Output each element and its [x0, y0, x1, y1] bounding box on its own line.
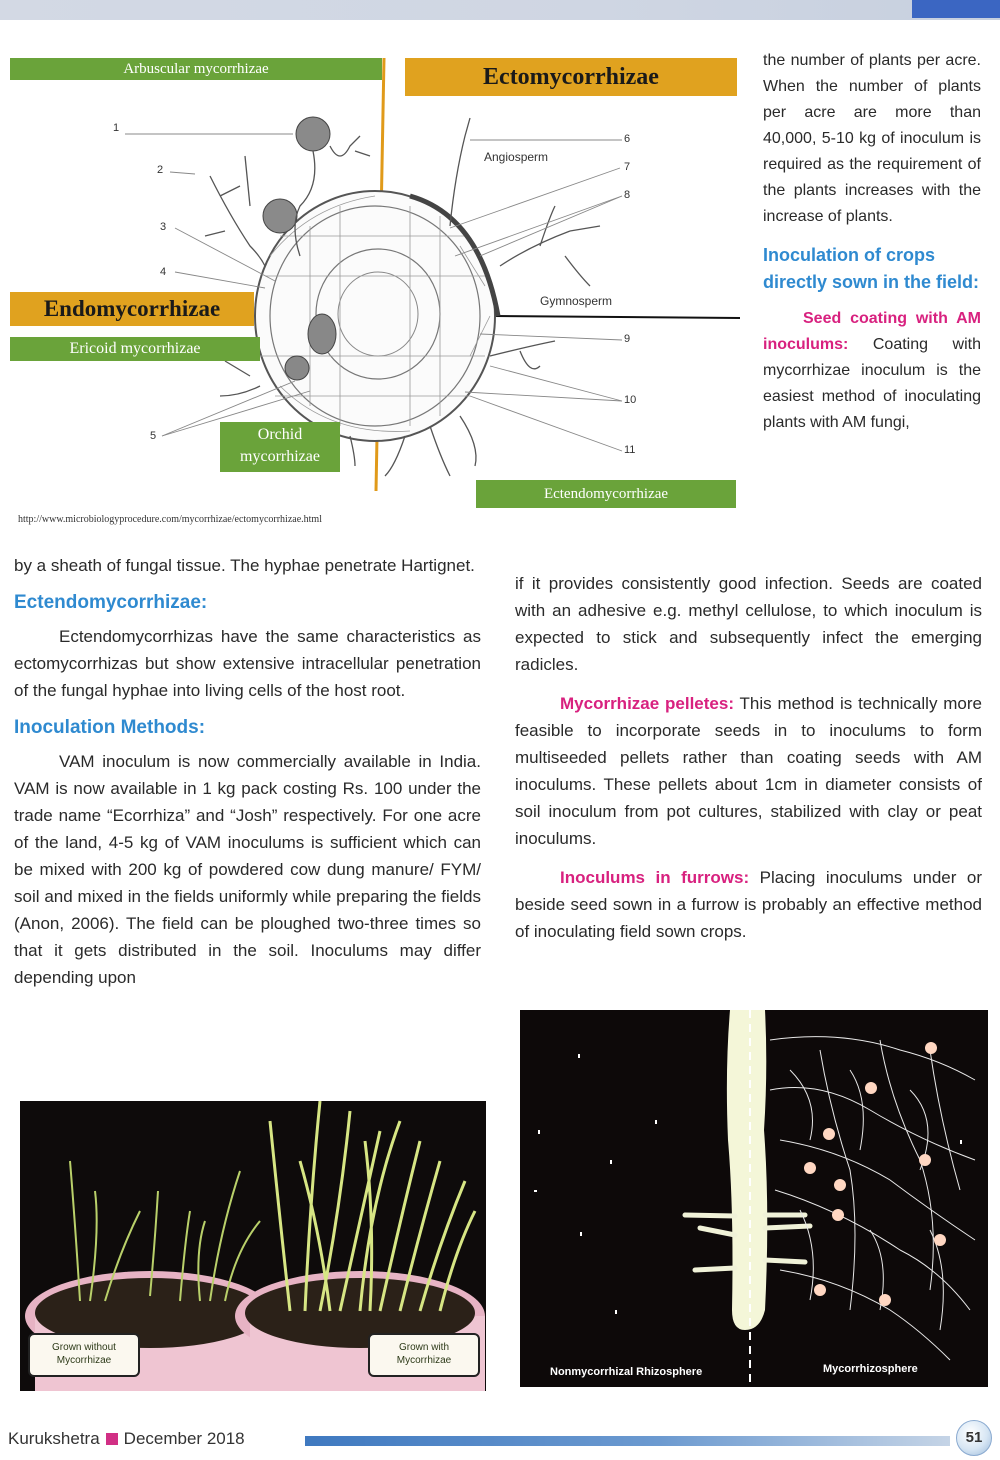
caption-with-mycorrhizae [368, 1333, 480, 1377]
top-banner [0, 0, 1000, 20]
photo-rhizosphere-comparison [520, 1010, 988, 1387]
root [727, 1010, 767, 1330]
seed-coating-text: Coating with mycorrhizae inoculum is the easiest method of inoculating plants with AM fungi, [763, 336, 981, 431]
label-nonmycorrhizal-rhizosphere: Nonmycorrhizal Rhizosphere [550, 1366, 703, 1378]
right-column [515, 570, 982, 1006]
issue-date: December 2018 [123, 1429, 245, 1448]
label-mycorrhizosphere: Mycorrhizosphere [823, 1363, 918, 1375]
paragraph-plants-per-acre: the number of plants per acre. When the number of plants per acre are more than 40,000, 5-10 kg of inoculum is required as the requirement of the plants increases with the increase of plants. [763, 52, 981, 225]
spore [296, 117, 330, 151]
paragraph-pellets [515, 690, 982, 852]
label-ectomycorrhizae: Ectomycorrhizae [405, 58, 737, 96]
paragraph-seed-coating-continued: if it provides consistently good infection. Seeds are coated with an adhesive e.g. methyl cellulose, to which inoculum is expected to stick and subsequently infect the emerging radicles. [515, 574, 982, 674]
label-gymnosperm: Gymnosperm [540, 294, 613, 308]
spore [263, 199, 297, 233]
callout-2: 2 [157, 164, 164, 176]
callout-9: 9 [624, 333, 631, 345]
footer-bar [305, 1436, 950, 1446]
caption-without-line2: Mycorrhizae [56, 1355, 112, 1366]
caption-without-mycorrhizae [28, 1333, 140, 1377]
callout-5: 5 [150, 430, 157, 442]
label-angiosperm: Angiosperm [484, 150, 549, 164]
paragraph-vam-inoculum: VAM inoculum is now commercially available in India. VAM is now available in 1 kg pack costing Rs. 100 under the trade name “Ecorrhiza” and “Josh” respectively. For one acre of the land, 4-5 kg of VAM inoculums is sufficient which can be mixed with 200 kg of powdered cow dung manure/ FYM/ soil and mixed in the fields uniformly while preparing the fields (Anon, 2006). The field can be ploughed two-three times so that it gets distributed in the soil. Inoculums may differ depending upon [14, 752, 481, 987]
label-ectendomycorrhizae: Ectendomycorrhizae [476, 480, 736, 508]
pellets-text: This method is technically more feasible to incorporate seeds in to inoculums to form multiseeded pellets rather than coating seeds with AM inoculums. These pellets about 1cm in diameter consists of soil inoculum from pot cultures, stabilized with clay or peat inoculums. [515, 694, 982, 848]
subheading-furrows: Inoculums in furrows: [560, 868, 750, 887]
left-column [14, 552, 481, 1092]
label-orchid [220, 422, 340, 472]
paragraph-furrows [515, 864, 982, 945]
right-top-column [763, 48, 981, 562]
footer-publication [8, 1429, 245, 1449]
subheading-seed-coating: Seed coating with AM inoculums: [763, 310, 981, 353]
caption-with-line2: Mycorrhizae [396, 1355, 452, 1366]
subheading-pellets: Mycorrhizae pelletes: [560, 694, 734, 713]
mycorrhizae-diagram [10, 56, 740, 514]
label-ericoid: Ericoid mycorrhizae [10, 337, 260, 361]
callout-6: 6 [624, 133, 631, 145]
magazine-name: Kurukshetra [8, 1429, 100, 1448]
paragraph-seed-coating [763, 306, 981, 436]
top-banner-accent [912, 0, 1000, 18]
callout-10: 10 [624, 394, 637, 406]
callout-8: 8 [624, 189, 631, 201]
heading-inoculation-methods: Inoculation Methods: [14, 717, 206, 738]
callout-11: 11 [624, 444, 636, 456]
callout-3: 3 [160, 221, 167, 233]
furrows-text: Placing inoculums under or beside seed sown in a furrow is probably an effective method of inoculating field sown crops. [515, 868, 982, 941]
image-source-url: http://www.microbiologyprocedure.com/mycorrhizae/ectomycorrhizae.html [18, 514, 322, 525]
heading-inoculation-crops: Inoculation of crops directly sown in the field: [763, 245, 980, 292]
callout-1: 1 [113, 122, 120, 134]
label-endomycorrhizae: Endomycorrhizae [10, 292, 254, 326]
caption-with-line1: Grown with [398, 1342, 449, 1353]
heading-ectendomycorrhizae: Ectendomycorrhizae: [14, 592, 208, 613]
callout-4: 4 [160, 266, 167, 278]
caption-without-line1: Grown without [52, 1342, 116, 1353]
rhizosphere-illustration [520, 1010, 988, 1387]
label-orchid-line1: Orchid [257, 426, 303, 443]
paragraph-sheath: by a sheath of fungal tissue. The hyphae penetrate Hartignet. [14, 556, 475, 575]
photo-plants-comparison [20, 1101, 486, 1391]
footer-square-icon [106, 1433, 118, 1445]
paragraph-ectendomycorrhizae: Ectendomycorrhizas have the same characteristics as ectomycorrhizas but show extensive intracellular penetration of the fungal hyphae into living cells of the host root. [14, 627, 481, 700]
page-footer [0, 1420, 1000, 1460]
callout-7: 7 [624, 161, 631, 173]
label-arbuscular: Arbuscular mycorrhizae [10, 58, 382, 80]
page-number: 51 [956, 1420, 992, 1456]
label-orchid-line2: mycorrhizae [240, 448, 320, 465]
